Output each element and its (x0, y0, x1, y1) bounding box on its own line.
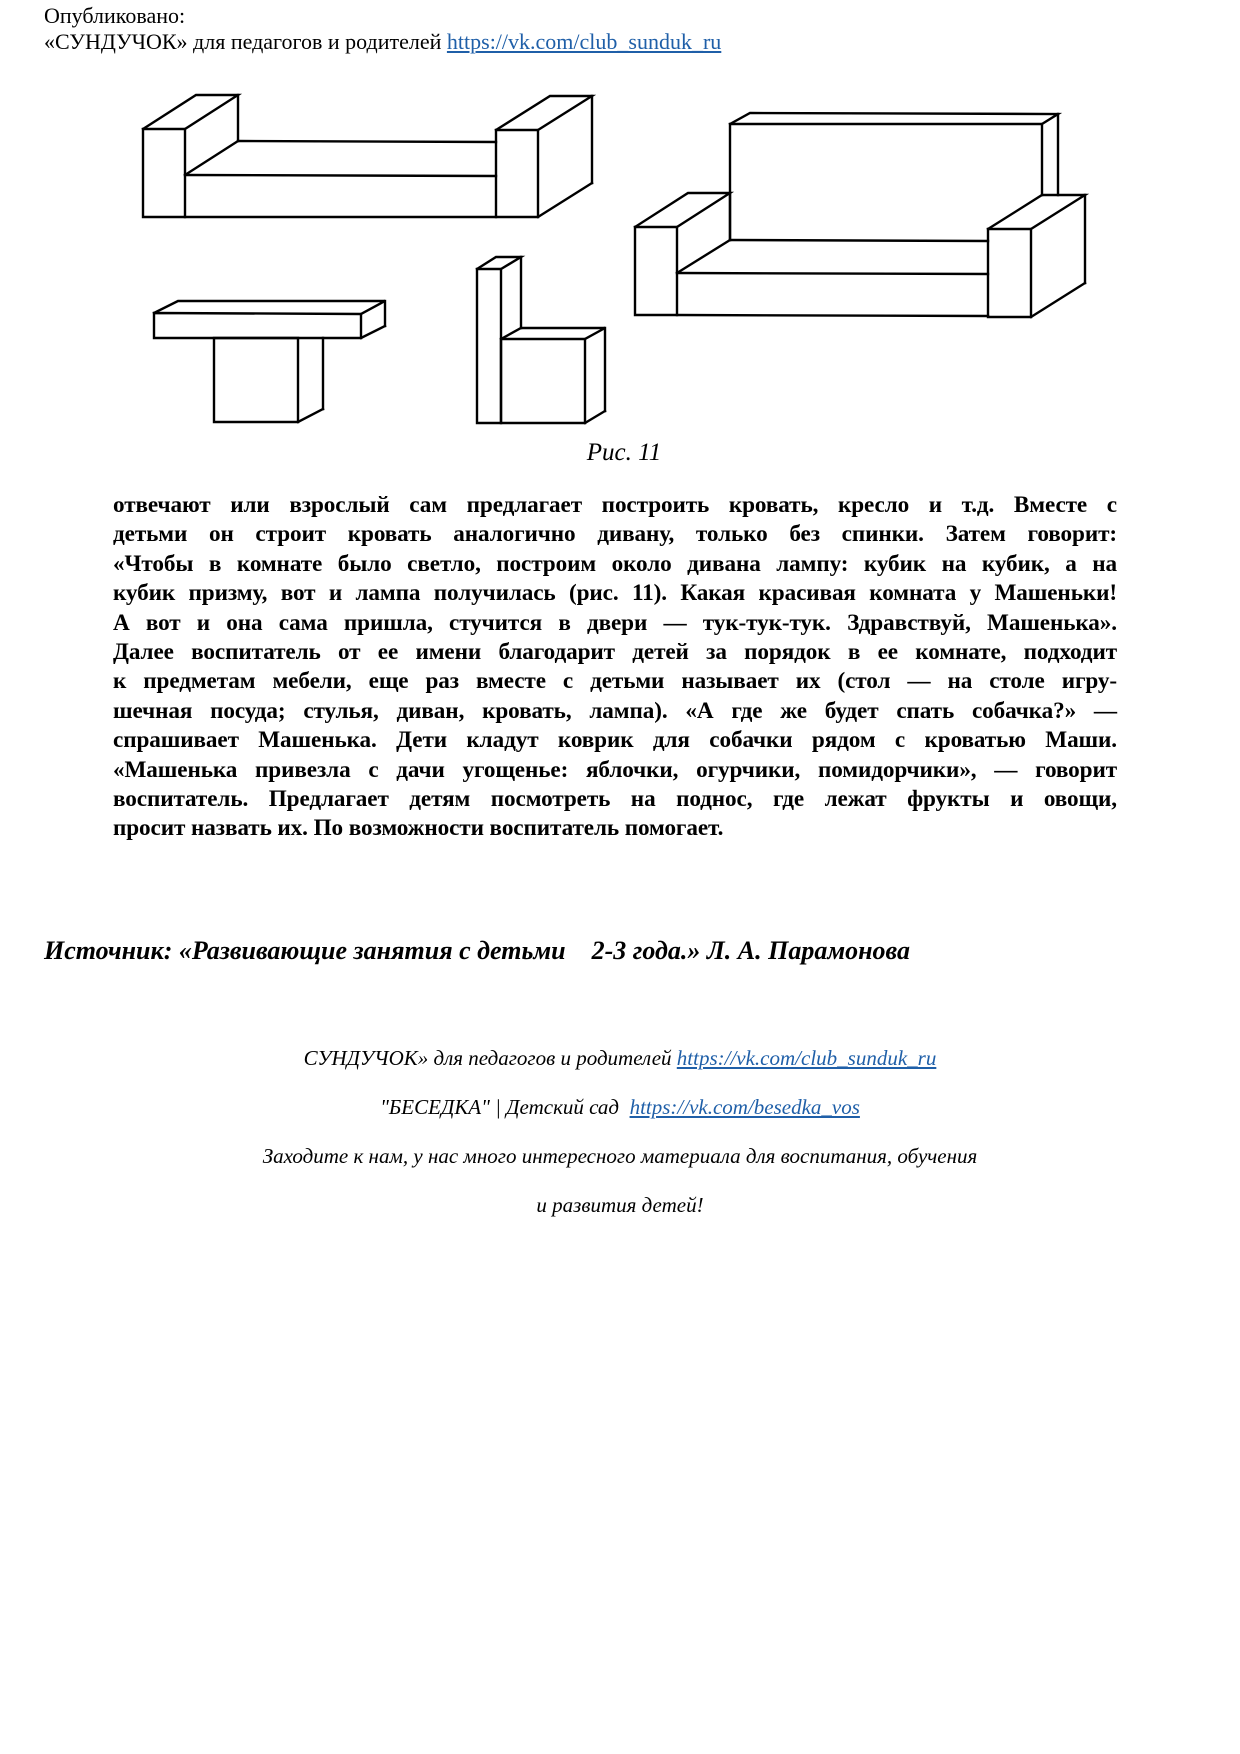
body-line: просит назвать их. По возможности воспитатель помогает. (113, 815, 724, 842)
club-link[interactable]: https://vk.com/club_sunduk_ru (446, 29, 722, 54)
footer-club-line (0, 1045, 1240, 1071)
figure-furniture (0, 0, 1240, 440)
bed-drawing (143, 95, 592, 217)
body-line: шечная посуда; стулья, диван, кровать, лампа). «А где же будет спать собачка?» — (113, 697, 1117, 724)
body-line: спрашивает Машенька. Дети кладут коврик для собачки рядом с кроватью Маши. (113, 727, 1117, 754)
body-line: отвечают или взрослый сам предлагает построить кровать, кресло и т.д. Вместе с (113, 492, 1117, 518)
sofa-drawing (635, 113, 1085, 317)
body-line: «Машенька привезла с дачи угощенье: яблочки, огурчики, помидорчики», — говорит (113, 756, 1117, 783)
body-line: к предметам мебели, еще раз вместе с детьми называет их (стол — на столе игру- (113, 668, 1117, 695)
footer-invite-line-2: и развития детей! (536, 1193, 704, 1217)
body-paragraph (113, 491, 1117, 844)
table-drawing (154, 301, 385, 422)
footer-besedka-text: "БЕСЕДКА" | Детский сад (380, 1095, 630, 1119)
footer-invite-line: Заходите к нам, у нас много интересного материала для воспитания, обучения (262, 1144, 978, 1168)
body-line: А вот и она сама пришла, стучится в двери — тук-тук-тук. Здравствуй, Машенька». (113, 609, 1117, 636)
footer-club-text: СУНДУЧОК» для педагогов и родителей (303, 1046, 677, 1070)
footer-besedka-line (0, 1094, 1240, 1120)
body-line: детьми он строит кровать аналогично дивану, только без спинки. Затем говорит: (113, 521, 1117, 548)
body-line: кубик призму, вот и лампа получилась (рис. 11). Какая красивая комната у Машеньки! (113, 580, 1117, 607)
body-line: воспитатель. Предлагает детям посмотреть на поднос, где лежат фрукты и овощи, (113, 785, 1117, 812)
chair-drawing (477, 257, 605, 423)
body-line: «Чтобы в комнате было светло, построим около дивана лампу: кубик на кубик, а на (113, 550, 1117, 577)
footer-besedka-link[interactable]: https://vk.com/besedka_vos (629, 1095, 860, 1119)
figure-caption: Рис. 11 (586, 439, 662, 466)
source-citation: Источник: «Развивающие занятия с детьми 2-3 года.» Л. А. Парамонова (44, 936, 910, 965)
footer-club-link[interactable]: https://vk.com/club_sunduk_ru (676, 1046, 937, 1070)
published-label: Опубликовано: (44, 3, 186, 28)
body-line: Далее воспитатель от ее имени благодарит детей за порядок в ее комнате, подходит (113, 638, 1117, 665)
club-text: «СУНДУЧОК» для педагогов и родителей (44, 29, 447, 54)
